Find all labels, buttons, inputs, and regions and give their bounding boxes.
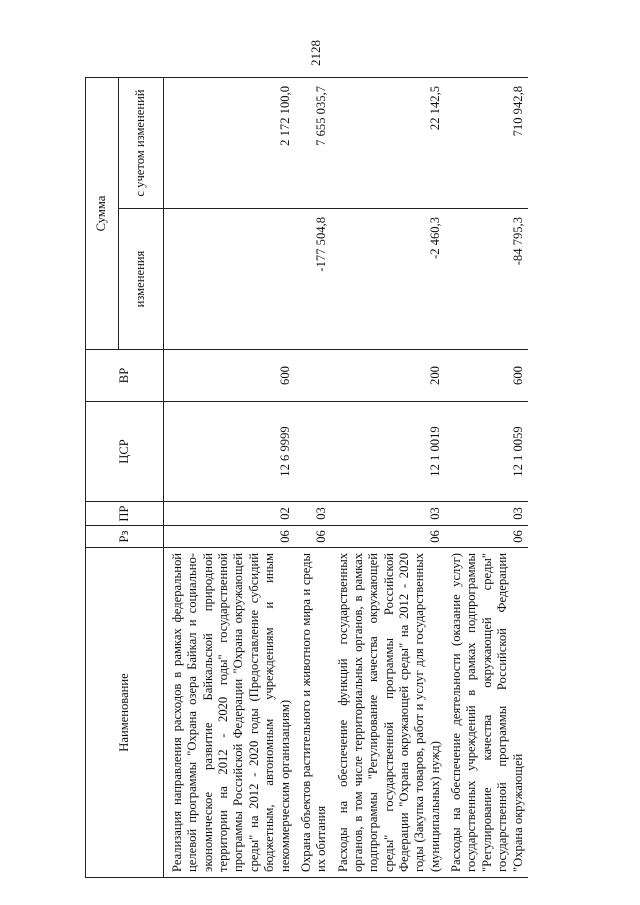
header-change: изменения [119, 209, 164, 350]
header-pr: ПР [86, 502, 164, 526]
row-rz: 06 [445, 526, 528, 548]
row-rz: 06 [295, 526, 332, 548]
header-with-changes: с учетом изменений [119, 77, 164, 208]
header-vr: ВР [86, 350, 164, 402]
row-total: 710 942,8 [445, 77, 528, 208]
row-name: Охрана объектов растительного и животного мира и среды их обитания [295, 548, 332, 878]
row-vr: 200 [332, 350, 446, 402]
row-pr: 02 [164, 502, 295, 526]
row-change: -84 795,3 [445, 209, 528, 350]
row-name: Реализация направления расходов в рамках федеральной целевой программы "Охрана озера Байкал и социально-экономическое развитие Байкальской природной территории на 2012 - 2020 годы" государственной программы Российской Федерации "Охрана окружающей среды" на 2012 - 2020 годы (Предоставление субсидий бюджетным, автономным учреждениям и иным некоммерческим организациям) [164, 548, 295, 878]
row-csr: 12 1 0059 [445, 402, 528, 502]
table-row [295, 77, 332, 877]
table-row [332, 77, 446, 877]
row-rz: 06 [164, 526, 295, 548]
header-sum: Сумма [86, 77, 119, 349]
row-rz: 06 [332, 526, 446, 548]
page-number: 2128 [308, 40, 323, 66]
table-header-row [86, 77, 119, 877]
row-csr [295, 402, 332, 502]
row-total: 2 172 100,0 [164, 77, 295, 208]
row-csr: 12 6 9999 [164, 402, 295, 502]
row-change [164, 209, 295, 350]
budget-table [85, 77, 528, 878]
header-csr: ЦСР [86, 402, 164, 502]
header-name: Наименование [86, 548, 164, 878]
row-pr: 03 [332, 502, 446, 526]
row-vr: 600 [445, 350, 528, 402]
table-row [445, 77, 528, 877]
row-name: Расходы на обеспечение деятельности (оказание услуг) государственных учреждений в рамках подпрограммы "Регулирование качества окружающей среды" государственной программы Российской Федерации "Охрана окружающей [445, 548, 528, 878]
row-total: 7 655 035,7 [295, 77, 332, 208]
row-total: 22 142,5 [332, 77, 446, 208]
row-change: -177 504,8 [295, 209, 332, 350]
row-change: -2 460,3 [332, 209, 446, 350]
row-pr: 03 [295, 502, 332, 526]
row-pr: 03 [445, 502, 528, 526]
table-row [164, 77, 295, 877]
rotated-page-content [85, 78, 625, 878]
row-name: Расходы на обеспечение функций государственных органов, в том числе территориальных органов, в рамках подпрограммы "Регулирование качества окружающей среды" государственной программы Российской Федерации "Охрана окружающей среды" на 2012 - 2020 годы (Закупка товаров, работ и услуг для государственных (муниципальных) нужд) [332, 548, 446, 878]
row-vr: 600 [164, 350, 295, 402]
row-vr [295, 350, 332, 402]
row-csr: 12 1 0019 [332, 402, 446, 502]
header-rz: Рз [86, 526, 164, 548]
